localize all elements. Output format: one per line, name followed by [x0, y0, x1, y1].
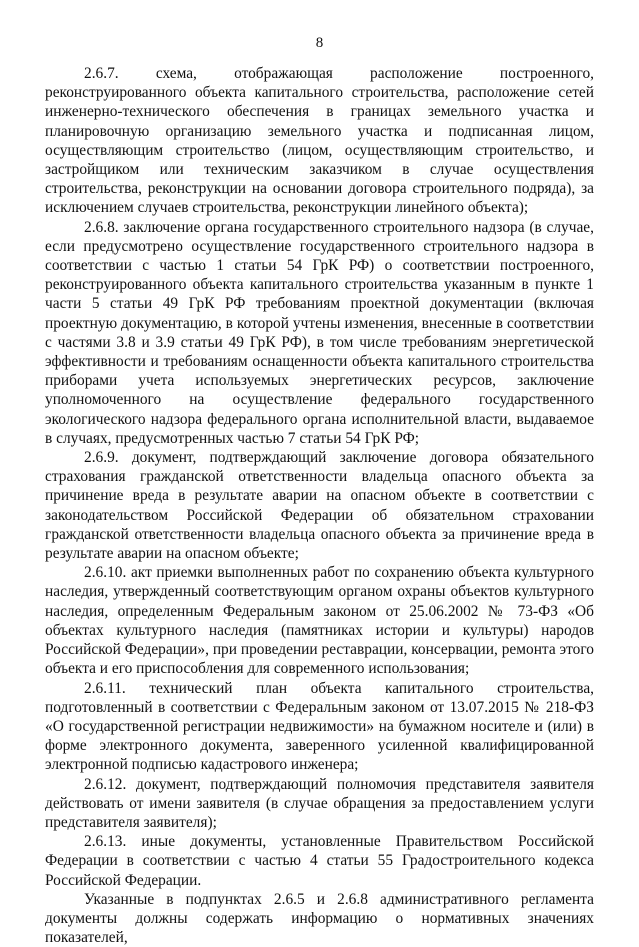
paragraph-note: Указанные в подпунктах 2.6.5 и 2.6.8 административного регламента документы должны содержать информацию о нормативных значениях показателей,: [45, 890, 594, 947]
paragraph-2-6-11: 2.6.11. технический план объекта капитального строительства, подготовленный в соответствии с Федеральным законом от 13.07.2015 № 218-ФЗ «О государственной регистрации недвижимости» на бумажном носителе и (или) в форме электронного документа, заверенного усиленной квалифицированной электронной подписью кадастрового инженера;: [45, 679, 594, 774]
paragraph-2-6-12: 2.6.12. документ, подтверждающий полномочия представителя заявителя действовать от имени заявителя (в случае обращения за предоставлением услуги представителя заявителя);: [45, 775, 594, 831]
paragraph-2-6-13: 2.6.13. иные документы, установленные Правительством Российской Федерации в соответствии с частью 4 статьи 55 Градостроительного кодекса Российской Федерации.: [45, 833, 594, 889]
page-number: 8: [315, 35, 324, 51]
paragraph-2-6-7: 2.6.7. схема, отображающая расположение построенного, реконструированного объекта капитального строительства, расположение сетей инженерно-технического обеспечения в границах земельного участка и планировочную организацию земельного участка и подписанная лицом, осуществляющим строительство (лицом, осуществляющим строительство, и застройщиком или техническим заказчиком в случае осуществления строительства, реконструкции на основании договора строительного подряда), за исключением случаев строительства, реконструкции линейного объекта);: [45, 65, 594, 217]
paragraph-2-6-9: 2.6.9. документ, подтверждающий заключение договора обязательного страхования гражданской ответственности владельца опасного объекта за причинение вреда в результате аварии на опасном объекте в соответствии с законодательством Российской Федерации об обязательном страховании гражданской ответственности владельца опасного объекта за причинение вреда в результате аварии на опасном объекте;: [45, 449, 594, 563]
document-body: [45, 64, 594, 947]
paragraph-2-6-8: 2.6.8. заключение органа государственного строительного надзора (в случае, если предусмотрено осуществление государственного строительного надзора в соответствии с частью 1 статьи 54 ГрК РФ) о соответствии построенного, реконструированного объекта капитального строительства указанным в пункте 1 части 5 статьи 49 ГрК РФ требованиям проектной документации (включая проектную документацию, в которой учтены изменения, внесенные в соответствии с частями 3.8 и 3.9 статьи 49 ГрК РФ), в том числе требованиям энергетической эффективности и требованиям оснащенности объекта капитального строительства приборами учета используемых энергетических ресурсов, заключение уполномоченного на осуществление федерального государственного экологического надзора федерального органа исполнительной власти, выдаваемое в случаях, предусмотренных частью 7 статьи 54 ГрК РФ;: [45, 218, 594, 447]
paragraph-2-6-10: 2.6.10. акт приемки выполненных работ по сохранению объекта культурного наследия, утвержденный соответствующим органом охраны объектов культурного наследия, определенным Федеральным законом от 25.06.2002 № 73-ФЗ «Об объектах культурного наследия (памятниках истории и культуры) народов Российской Федерации», при проведении реставрации, консервации, ремонта этого объекта и его приспособления для современного использования;: [45, 564, 594, 678]
